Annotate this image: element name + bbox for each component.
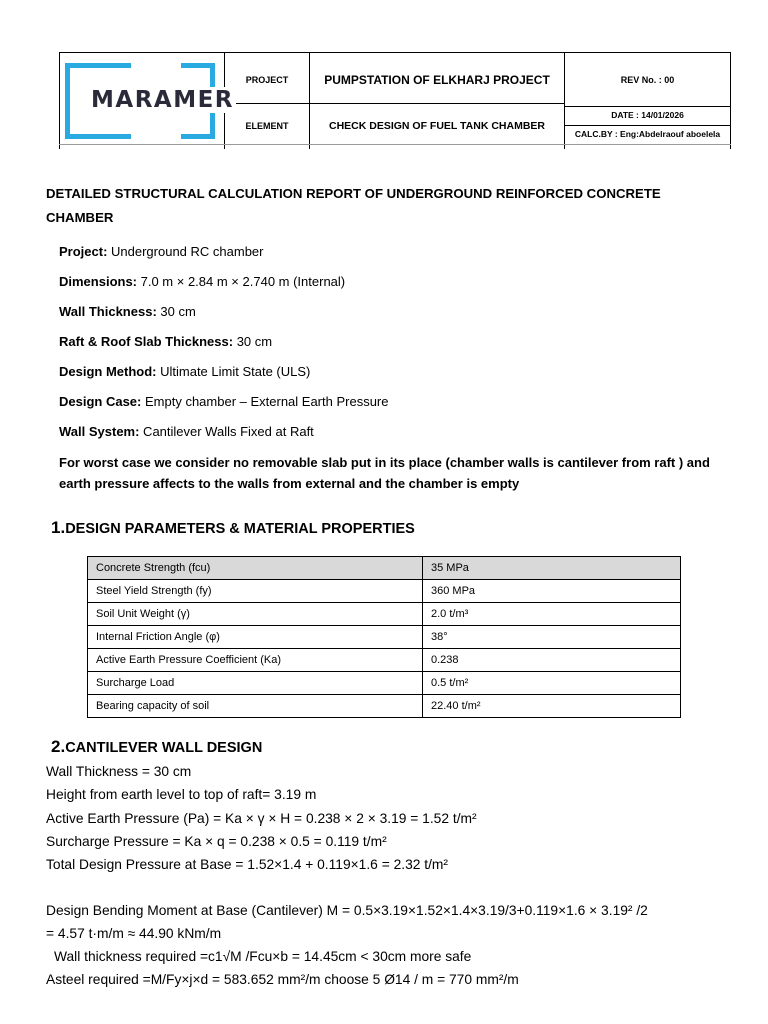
table-row bbox=[88, 626, 681, 649]
info-label: Dimensions: bbox=[59, 274, 138, 289]
worst-case-note: For worst case we consider no removable slab put in its place (chamber walls is cantilever from raft ) and earth pressure affects to the walls from external and the chamber is empty bbox=[59, 455, 710, 491]
info-value: 7.0 m × 2.84 m × 2.740 m (Internal) bbox=[137, 274, 346, 289]
calc-line-moment-result: = 4.57 t·m/m ≈ 44.90 kNm/m bbox=[46, 926, 222, 941]
info-label: Design Method: bbox=[59, 364, 157, 379]
header-divider bbox=[59, 53, 60, 149]
header-divider bbox=[564, 106, 730, 107]
header-divider bbox=[309, 53, 310, 149]
header-divider bbox=[59, 144, 731, 145]
calc-line-thickness-required: Wall thickness required =c1√M /Fcu×b = 14.45cm < 30cm more safe bbox=[54, 949, 472, 964]
info-value: Cantilever Walls Fixed at Raft bbox=[139, 424, 314, 439]
table-cell-value: 22.40 t/m² bbox=[423, 695, 681, 718]
table-cell-parameter: Surcharge Load bbox=[88, 672, 423, 695]
table-cell-value: 38° bbox=[423, 626, 681, 649]
info-design-case bbox=[59, 394, 388, 409]
info-value: Ultimate Limit State (ULS) bbox=[156, 364, 311, 379]
calc-line-active-pressure: Active Earth Pressure (Pa) = Ka × γ × H = 0.238 × 2 × 3.19 = 1.52 t/m² bbox=[46, 811, 477, 826]
info-label: Project: bbox=[59, 244, 108, 259]
revision-number: REV No. : 00 bbox=[620, 75, 675, 85]
company-logo bbox=[65, 63, 235, 139]
info-slab-thickness bbox=[59, 334, 272, 349]
info-label: Raft & Roof Slab Thickness: bbox=[59, 334, 234, 349]
info-value: Underground RC chamber bbox=[107, 244, 264, 259]
section-title: CANTILEVER WALL DESIGN bbox=[65, 740, 263, 756]
info-project bbox=[59, 244, 263, 259]
table-row bbox=[88, 580, 681, 603]
calc-line-total-pressure: Total Design Pressure at Base = 1.52×1.4 + 0.119×1.6 = 2.32 t/m² bbox=[46, 857, 449, 872]
info-label: Wall System: bbox=[59, 424, 140, 439]
table-cell-value: 0.238 bbox=[423, 649, 681, 672]
info-design-method bbox=[59, 364, 310, 379]
calc-line-wall-thickness: Wall Thickness = 30 cm bbox=[46, 764, 192, 779]
table-row bbox=[88, 603, 681, 626]
report-title: DETAILED STRUCTURAL CALCULATION REPORT OF UNDERGROUND REINFORCED CONCRETE CHAMBER bbox=[46, 186, 661, 225]
table-row bbox=[88, 695, 681, 718]
header-divider bbox=[730, 53, 731, 149]
calc-line-height: Height from earth level to top of raft= 3.19 m bbox=[46, 787, 317, 802]
document-header bbox=[59, 52, 731, 149]
calc-line-bending-moment: Design Bending Moment at Base (Cantilever) M = 0.5×3.19×1.52×1.4×3.19/3+0.119×1.6 × 3.19² /2 bbox=[46, 903, 648, 918]
header-divider bbox=[564, 125, 730, 126]
table-cell-parameter: Soil Unit Weight (γ) bbox=[88, 603, 423, 626]
table-cell-parameter: Concrete Strength (fcu) bbox=[88, 557, 423, 580]
info-wall-thickness bbox=[59, 304, 196, 319]
design-parameters-table bbox=[87, 556, 681, 718]
element-name: CHECK DESIGN OF FUEL TANK CHAMBER bbox=[328, 120, 546, 132]
info-wall-system bbox=[59, 424, 314, 439]
header-divider bbox=[224, 103, 564, 104]
section-number: 1. bbox=[51, 518, 66, 537]
date: DATE : 14/01/2026 bbox=[611, 110, 684, 120]
table-cell-value: 0.5 t/m² bbox=[423, 672, 681, 695]
info-value: 30 cm bbox=[233, 334, 273, 349]
table-cell-parameter: Internal Friction Angle (φ) bbox=[88, 626, 423, 649]
calc-line-steel-required: Asteel required =M/Fy×j×d = 583.652 mm²/m choose 5 Ø14 / m = 770 mm²/m bbox=[46, 972, 519, 987]
calculated-by: CALC.BY : Eng:Abdelraouf aboelela bbox=[574, 129, 721, 139]
section-heading-1 bbox=[51, 518, 415, 538]
element-label: ELEMENT bbox=[245, 121, 289, 131]
table-row bbox=[88, 649, 681, 672]
table-cell-parameter: Steel Yield Strength (fy) bbox=[88, 580, 423, 603]
info-value: Empty chamber – External Earth Pressure bbox=[141, 394, 389, 409]
info-dimensions bbox=[59, 274, 345, 289]
section-number: 2. bbox=[51, 737, 66, 756]
info-label: Wall Thickness: bbox=[59, 304, 157, 319]
logo-wordmark: MARAMER bbox=[91, 87, 235, 113]
table-cell-parameter: Bearing capacity of soil bbox=[88, 695, 423, 718]
table-cell-value: 360 MPa bbox=[423, 580, 681, 603]
table-cell-value: 2.0 t/m³ bbox=[423, 603, 681, 626]
table-cell-value: 35 MPa bbox=[423, 557, 681, 580]
table-cell-parameter: Active Earth Pressure Coefficient (Ka) bbox=[88, 649, 423, 672]
info-value: 30 cm bbox=[156, 304, 196, 319]
project-name: PUMPSTATION OF ELKHARJ PROJECT bbox=[324, 73, 550, 87]
section-heading-2 bbox=[51, 737, 262, 757]
info-label: Design Case: bbox=[59, 394, 142, 409]
project-label: PROJECT bbox=[245, 75, 289, 85]
table-row bbox=[88, 557, 681, 580]
calc-line-surcharge-pressure: Surcharge Pressure = Ka × q = 0.238 × 0.5 = 0.119 t/m² bbox=[46, 834, 387, 849]
table-row bbox=[88, 672, 681, 695]
section-title: DESIGN PARAMETERS & MATERIAL PROPERTIES bbox=[65, 521, 415, 537]
